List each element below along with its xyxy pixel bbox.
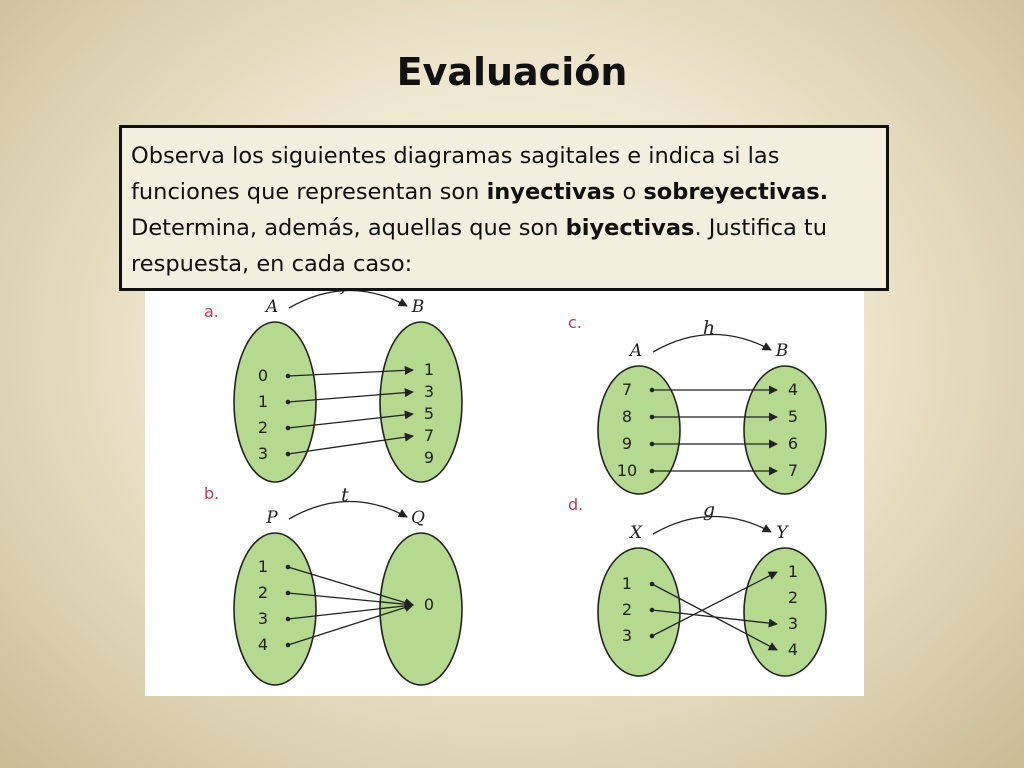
domain-element: 9 xyxy=(621,434,633,453)
function-name: t xyxy=(341,484,349,506)
codomain-oval xyxy=(744,366,826,494)
domain-name: A xyxy=(265,297,279,317)
instructions-text-1: Observa los siguientes diagramas sagitales e indica si las funciones que representan son xyxy=(131,143,780,205)
domain-element: 2 xyxy=(257,418,269,437)
keyword-biyectivas: biyectivas xyxy=(565,215,695,241)
domain-element: 3 xyxy=(621,626,633,645)
instructions-box xyxy=(119,125,889,291)
function-name: g xyxy=(702,499,716,521)
codomain-element: 0 xyxy=(423,595,435,614)
domain-element: 10 xyxy=(616,461,638,480)
codomain-oval xyxy=(380,533,462,685)
codomain-oval xyxy=(380,322,462,482)
codomain-element: 6 xyxy=(787,434,799,453)
codomain-element: 3 xyxy=(787,614,799,633)
domain-element: 8 xyxy=(621,407,633,426)
domain-element: 2 xyxy=(621,600,633,619)
domain-element: 3 xyxy=(257,609,269,628)
codomain-element: 4 xyxy=(787,380,799,399)
codomain-element: 2 xyxy=(787,588,799,607)
diagram-letter: d. xyxy=(568,495,584,514)
codomain-element: 5 xyxy=(423,404,435,423)
codomain-element: 9 xyxy=(423,448,435,467)
domain-name: X xyxy=(629,523,643,543)
domain-name: P xyxy=(266,508,278,528)
sagittal-diagrams xyxy=(145,288,864,696)
domain-oval xyxy=(234,533,316,685)
domain-element: 0 xyxy=(257,366,269,385)
diagram-letter: c. xyxy=(568,313,582,332)
diagram-letter: a. xyxy=(204,302,219,321)
diagrams-panel xyxy=(145,288,864,696)
instructions-text xyxy=(131,138,876,282)
diagram-a xyxy=(204,273,462,482)
codomain-element: 7 xyxy=(787,461,799,480)
instructions-text-2: o xyxy=(615,179,644,205)
diagram-c xyxy=(568,313,826,494)
diagram-d xyxy=(568,495,826,676)
keyword-sobreyectivas: sobreyectivas. xyxy=(643,179,829,205)
function-name: h xyxy=(702,317,716,339)
codomain-element: 4 xyxy=(787,640,799,659)
codomain-element: 1 xyxy=(423,360,435,379)
domain-oval xyxy=(598,366,680,494)
codomain-name: Y xyxy=(776,523,788,543)
domain-element: 1 xyxy=(621,574,633,593)
codomain-name: B xyxy=(411,297,425,317)
domain-element: 2 xyxy=(257,583,269,602)
instructions-text-4: . Justifica tu respuesta, en cada caso: xyxy=(131,215,827,277)
domain-oval xyxy=(234,322,316,482)
codomain-element: 5 xyxy=(787,407,799,426)
codomain-name: B xyxy=(775,341,789,361)
codomain-name: Q xyxy=(411,508,425,528)
domain-name: A xyxy=(629,341,643,361)
diagram-b xyxy=(204,484,462,685)
instructions-text-3: Determina, además, aquellas que son xyxy=(131,215,566,241)
codomain-element: 7 xyxy=(423,426,435,445)
slide-title: Evaluación xyxy=(396,50,628,94)
codomain-element: 3 xyxy=(423,382,435,401)
domain-element: 1 xyxy=(257,557,269,576)
domain-element: 3 xyxy=(257,444,269,463)
domain-element: 1 xyxy=(257,392,269,411)
codomain-element: 1 xyxy=(787,562,799,581)
keyword-inyectivas: inyectivas xyxy=(486,179,616,205)
domain-element: 7 xyxy=(621,380,633,399)
diagram-letter: b. xyxy=(204,484,220,503)
domain-element: 4 xyxy=(257,635,269,654)
codomain-oval xyxy=(744,548,826,676)
